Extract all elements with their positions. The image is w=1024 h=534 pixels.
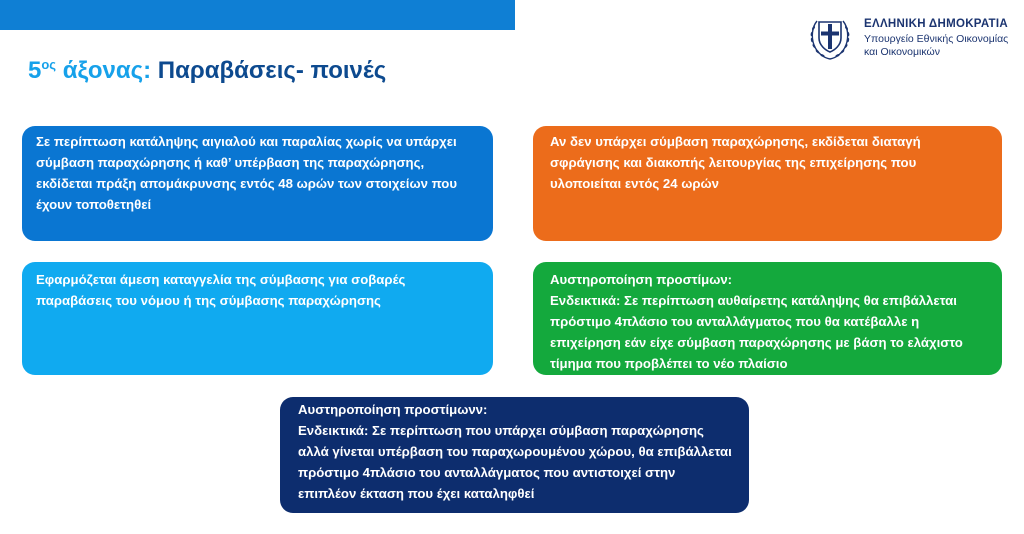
title-axis-label: άξονας: bbox=[62, 57, 152, 84]
top-accent-bar bbox=[0, 0, 515, 30]
card-removal-order-text: Σε περίπτωση κατάληψης αιγιαλού και παραλίας χωρίς να υπάρχει σύμβαση παραχώρησης ή καθ’ υπέρβαση της παραχώρησης, εκδίδεται πράξη απομάκρυνσης εντός 48 ωρών των στοιχείων που έχουν τοποθετηθεί bbox=[36, 134, 458, 212]
title-superscript: ος bbox=[41, 57, 57, 72]
card-sealing-order bbox=[533, 126, 1002, 241]
card-removal-order bbox=[22, 126, 493, 241]
card-penalties-exceeded-heading: Αυστηροποίηση προστίμωνν: bbox=[298, 402, 488, 417]
card-penalties-area-exceeded bbox=[280, 397, 749, 513]
card-sealing-order-text: Αν δεν υπάρχει σύμβαση παραχώρησης, εκδίδεται διαταγή σφράγισης και διακοπής λειτουργίας της επιχείρησης που υλοποιείται εντός 24 ωρών bbox=[550, 134, 921, 191]
logo-country-name: ΕΛΛΗΝΙΚΗ ΔΗΜΟΚΡΑΤΙΑ bbox=[864, 18, 1008, 30]
slide-title bbox=[28, 50, 386, 86]
card-penalties-arbitrary-heading: Αυστηροποίηση προστίμων: bbox=[550, 272, 733, 287]
government-logo bbox=[806, 12, 1018, 64]
card-penalties-arbitrary-text: Ενδεικτικά: Σε περίπτωση αυθαίρετης κατάληψης θα επιβάλλεται πρόστιμο 4πλάσιο του ανταλλάγματος που θα κατέβαλλε η επιχείρηση εάν είχε σύμβαση παραχώρησης με βάση το ελάχιστο τίμημα που προβλέπει το νέο πλαίσιο bbox=[550, 293, 963, 371]
card-contract-termination-text: Εφαρμόζεται άμεση καταγγελία της σύμβασης για σοβαρές παραβάσεις του νόμου ή της σύμβασης παραχώρησης bbox=[36, 272, 406, 308]
title-main-text: Παραβάσεις- ποινές bbox=[157, 57, 387, 84]
card-penalties-arbitrary-occupation bbox=[533, 262, 1002, 375]
greek-coat-of-arms-icon bbox=[806, 13, 854, 61]
logo-ministry-name: Υπουργείο Εθνικής Οικονομίας και Οικονομικών bbox=[864, 33, 1009, 58]
title-number: $5^{o\varsigma}$ bbox=[28, 57, 57, 84]
card-contract-termination bbox=[22, 262, 493, 375]
card-penalties-exceeded-text: Ενδεικτικά: Σε περίπτωση που υπάρχει σύμβαση παραχώρησης αλλά γίνεται υπέρβαση του παραχωρουμένου χώρου, θα επιβάλλεται πρόστιμο 4πλάσιο του ανταλλάγματος που αντιστοιχεί στην επιπλέον έκταση που έχει καταληφθεί bbox=[298, 423, 732, 501]
